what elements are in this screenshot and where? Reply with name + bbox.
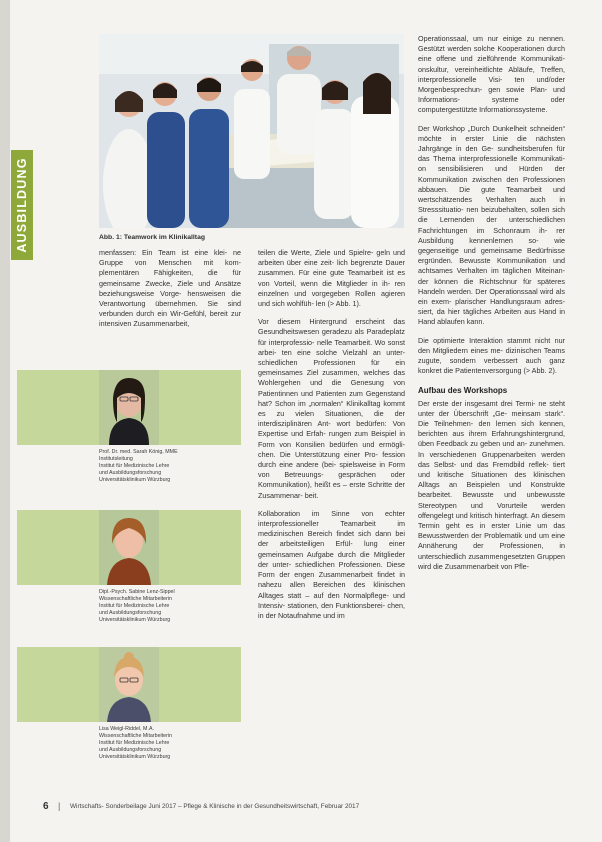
text-column-3 [418, 34, 565, 580]
section-heading: Aufbau des Workshops [418, 385, 508, 395]
paragraph: teilen die Werte, Ziele und Spielre- geln und arbeiten über eine zeit- lich begrenzte Dauer zusammen. Für eine gute Teamarbeit ist es von Vorteil, wenn die Mitglieder in ih- ren einzelnen und vorgegeben Rollen agieren und sich wohlfüh- len (> Abb. 1). [258, 248, 405, 309]
author-portrait-1 [99, 370, 159, 445]
page-number: 6 [43, 801, 49, 812]
author-line: Universitätsklinikum Würzburg [99, 617, 171, 623]
author-line: Universitätsklinikum Würzburg [99, 477, 171, 483]
author-line: Institut für Medizinische Lehre [99, 603, 170, 609]
author-line: und Ausbildungsforschung [99, 470, 162, 476]
figure-caption: Abb. 1: Teamwork im Klinikalltag [99, 234, 206, 241]
author-line: Universitätsklinikum Würzburg [99, 754, 171, 760]
text-column-1 [99, 248, 241, 338]
page-gutter-shadow [0, 0, 10, 842]
footer-separator: | [58, 801, 61, 811]
paragraph: Kollaboration im Sinne von echter interprofessioneller Teamarbeit im medizinischen Bereich findet sich dann bei der arbeitsteiligen Erfül- lung einer gemeinsamen Aufgabe durch die Mitglieder der unter- schiedlichen Professionen. Diese Form der engen Zusammenarbeit findet in nahezu allen Bereichen des klinischen Alltages statt – auf den Normalpflege- und Intensiv- stationen, den Funktionsberei- chen, in der Notaufnahme und im [258, 508, 405, 620]
text-column-2 [258, 248, 405, 629]
author-caption-3 [99, 726, 241, 761]
paragraph: Der erste der insgesamt drei Termi- ne steht unter der Überschrift „Ge- meinsam stark“. Die Teilnehmen- den lernen sich kennen, berichten aus ihrem Erfahrungshintergrund, üben Feedback zu geben und an- zunehmen. In verschiedenen Gruppenarbeiten werden das Selbst- und das Fremdbild reflek- tiert und kritische Situationen des klinischen Alltags an Beispielen und Konstrukte bearbeitet. Bewusste und unbewusste Stereotypen und Vorurteile werden offengelegt und kritisch hinterfragt. An diesem Termin geht es in erster Linie um das Bewusstwerden der Problematik und um eine Annäherung der Professionen, in unterschiedlich zusammengesetzten Gruppen wird die Zusammenarbeit von Pfle- [418, 398, 565, 571]
author-line: Wissenschaftliche Mitarbeiterin [99, 596, 173, 602]
section-tab [11, 150, 33, 260]
teamwork-photo [99, 34, 404, 228]
footer-text: Wirtschafts- Sonderbeilage Juni 2017 – Pflege & Klinische in der Gesundheitswirtschaft, Februar 2017 [70, 803, 360, 810]
author-caption-1 [99, 449, 241, 484]
author-name: Dipl.-Psych. Sabine Lenz-Sippel [99, 589, 175, 595]
author-portrait-3 [99, 647, 159, 722]
author-line: Institut für Medizinische Lehre [99, 463, 170, 469]
paragraph: Die optimierte Interaktion stammt nicht nur den Mitgliedern eines me- dizinischen Teams zugute, sondern verbessert auch ganz konkret die Patientenversorgung (> Abb. 2). [418, 335, 565, 376]
author-line: Wissenschaftliche Mitarbeiterin [99, 733, 173, 739]
paragraph: Der Workshop „Durch Dunkelheit schneiden“ möchte in erster Linie die nächsten Jahrgänge in den Ge- sundheitsberufen für das Thema interprofessionelle Kommunikati- on sensibilisieren und Hürden der Kommunikation zwischen den Professionen abbauen. Die gute Teamarbeit und wertschätzendes Verhalten auch in Stresssituatio- nen beizubehalten, sollen sich die Lernenden der unterschiedlichen Fachrichtungen im Schonraum ih- rer Ausbildung kennenlernen so- wie gegenseitige und gemeinsame Bedürfnisse ergründen. Bewusste Kommunikation und achtsames Verhalten im täglichen Miteinan- der können die Richtschnur für späteres Handeln werden. Der Operationssaal wird als ein exem- plarischer Handlungsraum adres- siert, da hier tägliches Arbeiten aus Hand in Hand ablaufen kann. [418, 123, 565, 327]
author-line: Institutsleitung [99, 456, 133, 462]
paragraph: Operationssaal, um nur einige zu nennen. Gestützt werden solche Kooperationen durch eine offene und zielführende Kommunikati- onskultur, vereinheitlichte Abläufe, Treffen, interprofessionelle Visi- ten und/oder Morgenbesprechun- gen sowie Plan- und Informations- systeme oder computergestützte Informationssysteme. [418, 34, 565, 115]
author-name: Lisa Weigl-Riddel, M.A. [99, 726, 154, 732]
author-line: und Ausbildungsforschung [99, 747, 162, 753]
author-line: Institut für Medizinische Lehre [99, 740, 170, 746]
section-tab-label: AUSBILDUNG [15, 157, 29, 253]
author-caption-2 [99, 589, 241, 624]
author-line: und Ausbildungsforschung [99, 610, 162, 616]
paragraph: menfassen: Ein Team ist eine klei- ne Gruppe von Menschen mit kom- plementären Fähigkeiten, die für gemeinsame Zwecke, Ziele und Ansätze beziehungsweise Vorge- hensweisen die Verantwortung übernehmen. Sie sind verbunden durch ein Wir-Gefühl, bereit zur intensiven Zusammenarbeit, [99, 248, 241, 329]
author-portrait-2 [99, 510, 159, 585]
author-name: Prof. Dr. med. Sarah König, MME [99, 449, 178, 455]
paragraph: Vor diesem Hintergrund erscheint das Gesundheitswesen geradezu als Paradeplatz für interprofessio- nelle Teamarbeit. Wo sonst arbei- ten eine solche Vielzahl an unter- schiedlichen Professionen für ein gemeinsames Ziel zusammen, welches das Wohlergehen und die Genesung von Patientinnen und Patienten zum Gegenstand hat? Schon im „normalen“ Klinikalltag kommt es zu vielen Situationen, die der interdisziplinären Ant- wort bedürfen: Von Expertise und Erfah- rungen zum Beispiel in Form von Konsilien bedürfen und ermögli- chen. Die Unterstützung einer Pro- fession durch eine andere (bei- spielsweise in Form von Betreuungs- gesprächen oder Kommunikation), heißt es – erste Schritte der Zusammenar- beit. [258, 317, 405, 500]
